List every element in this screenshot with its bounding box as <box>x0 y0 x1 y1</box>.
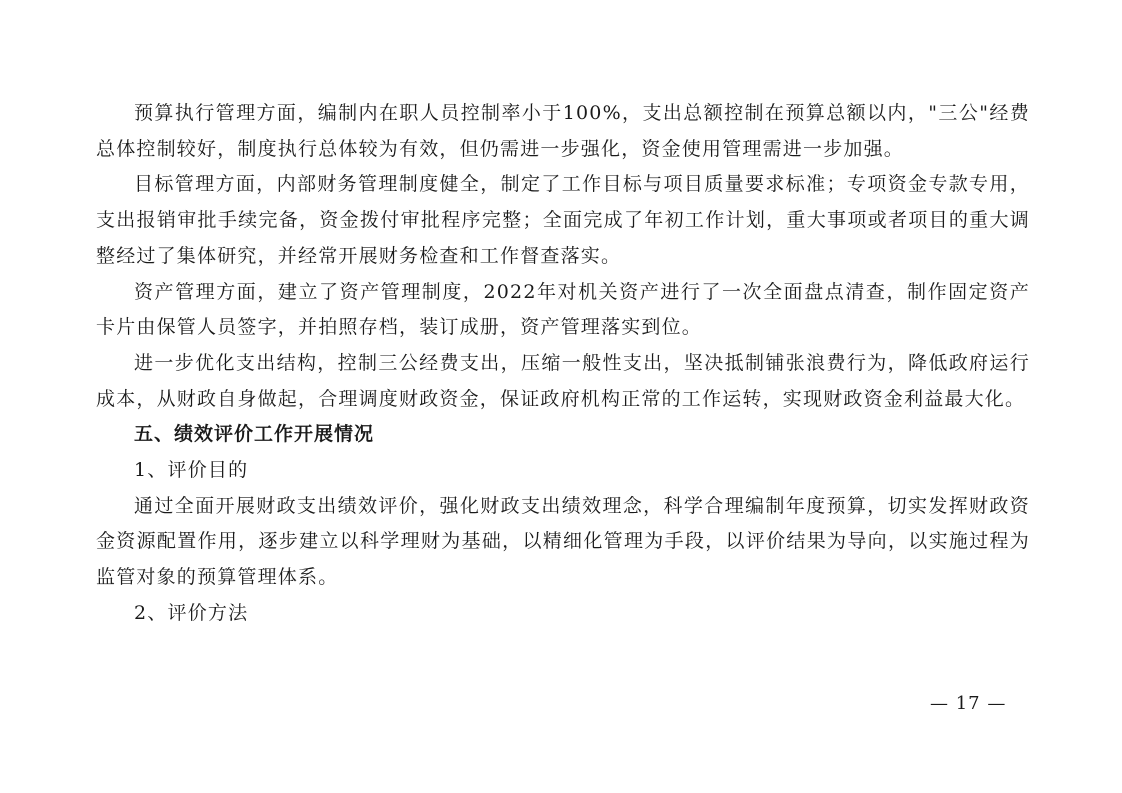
paragraph-evaluation-purpose: 通过全面开展财政支出绩效评价，强化财政支出绩效理念，科学合理编制年度预算，切实发挥财政资金资源配置作用，逐步建立以科学理财为基础，以精细化管理为手段，以评价结果为导向，以实施过程为监管对象的预算管理体系。 <box>96 494 1030 589</box>
paragraph-budget-execution: 预算执行管理方面，编制内在职人员控制率小于100%，支出总额控制在预算总额以内，"三公"经费总体控制较好，制度执行总体较为有效，但仍需进一步强化，资金使用管理需进一步加强。 <box>96 102 1030 160</box>
paragraph-target-management: 目标管理方面，内部财务管理制度健全，制定了工作目标与项目质量要求标准；专项资金专款专用，支出报销审批手续完备，资金拨付审批程序完整；全面完成了年初工作计划，重大事项或者项目的重大调整经过了集体研究，并经常开展财务检查和工作督查落实。 <box>96 173 1030 267</box>
page-number: — 17 — <box>930 693 1007 714</box>
subsection-heading-purpose: 1、评价目的 <box>134 459 249 482</box>
paragraph-expenditure-optimization: 进一步优化支出结构，控制三公经费支出，压缩一般性支出，坚决抵制铺张浪费行为，降低政府运行成本，从财政自身做起，合理调度财政资金，保证政府机构正常的工作运转，实现财政资金利益最大化。 <box>96 351 1030 410</box>
paragraph-asset-management: 资产管理方面，建立了资产管理制度，2022年对机关资产进行了一次全面盘点清查，制作固定资产卡片由保管人员签字，并拍照存档，装订成册，资产管理落实到位。 <box>96 280 1030 339</box>
document-body <box>96 96 1030 632</box>
section-heading: 五、绩效评价工作开展情况 <box>134 423 375 446</box>
subsection-heading-method: 2、评价方法 <box>134 601 249 624</box>
